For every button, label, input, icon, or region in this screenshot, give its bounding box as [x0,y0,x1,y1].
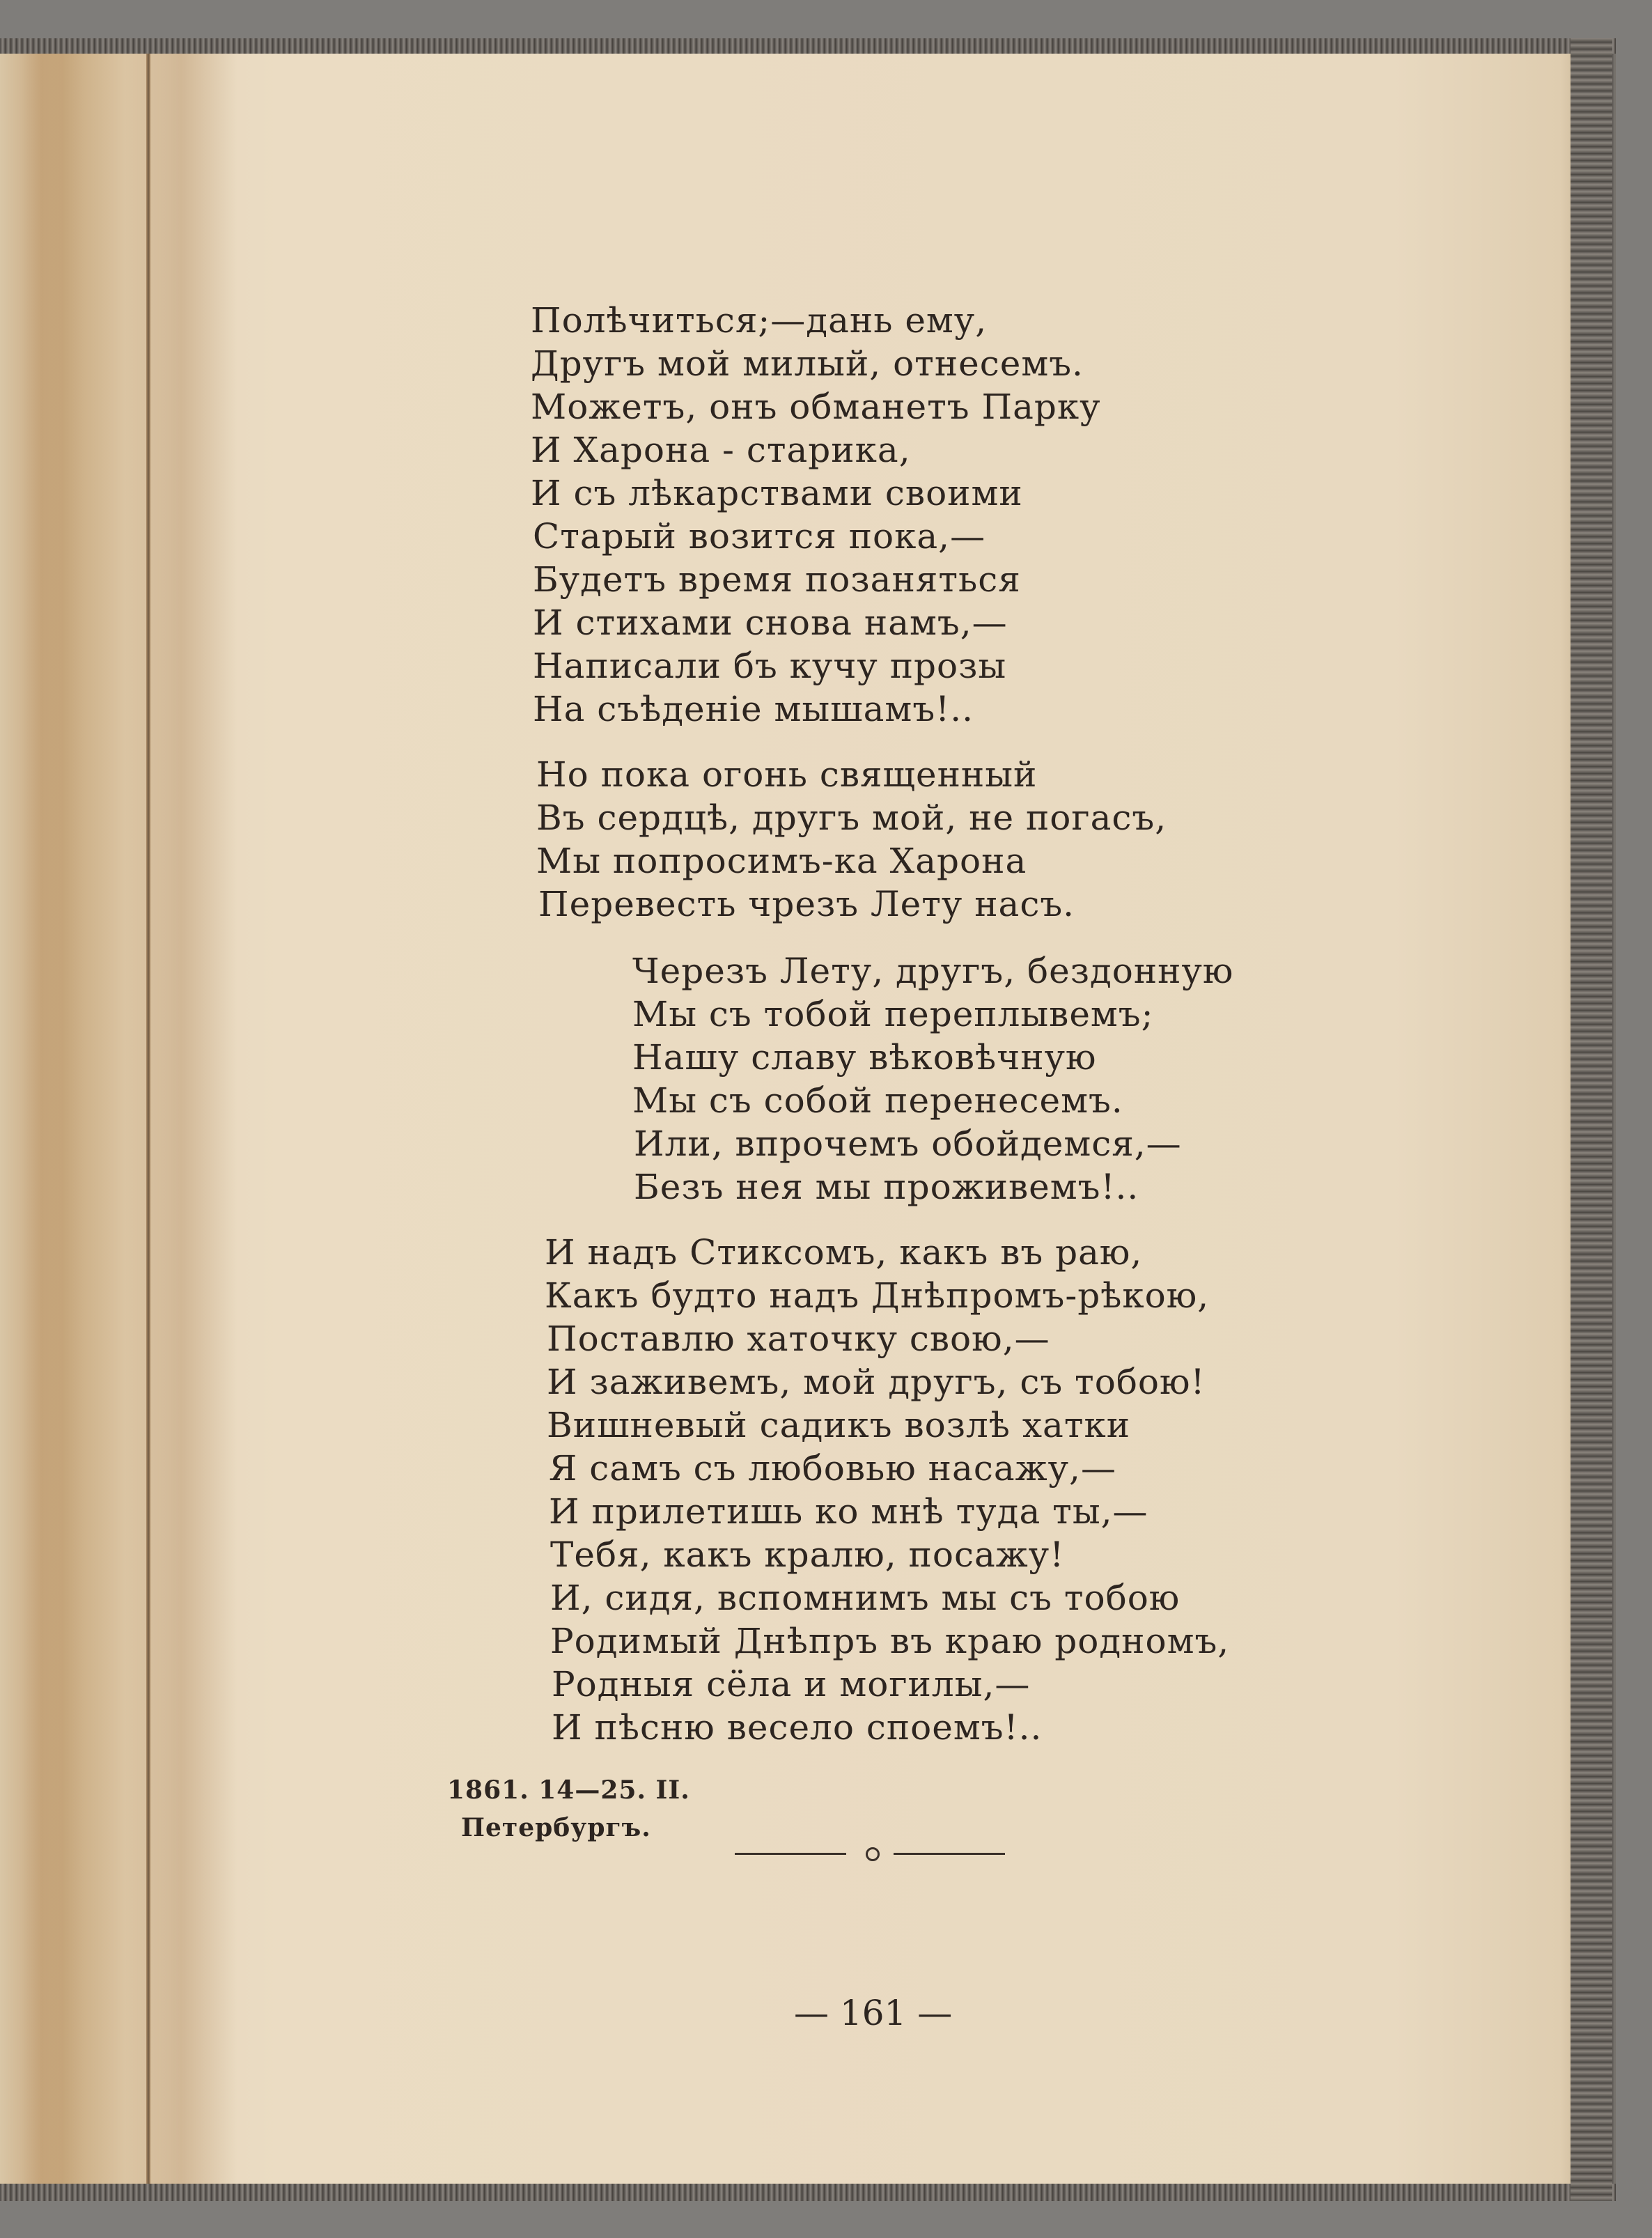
poem-line: На съѣденіе мышамъ!.. [533,689,974,729]
poem-date: 1861. 14—25. II. [447,1775,690,1805]
separator-rule-left [735,1853,846,1855]
poem-line: Нашу славу вѣковѣчную [632,1037,1097,1078]
poem-line: Я самъ съ любовью насажу,— [549,1448,1116,1489]
poem-line: Или, впрочемъ обойдемся,— [634,1124,1182,1164]
poem-line: И заживемъ, мой другъ, съ тобою! [547,1362,1206,1402]
poem-line: Какъ будто надъ Днѣпромъ-рѣкою, [545,1275,1210,1316]
poem-line: Вишневый садикъ возлѣ хатки [547,1405,1131,1445]
poem-line: Въ сердцѣ, другъ мой, не погасъ, [536,798,1167,838]
poem-line: Безъ нея мы проживемъ!.. [634,1167,1139,1207]
poem-line: Тебя, какъ кралю, посажу! [550,1534,1065,1575]
poem-line: Мы попросимъ-ка Харона [536,841,1027,881]
ornament-separator [735,1840,1013,1868]
poem-line: Можетъ, онъ обманетъ Парку [531,387,1101,427]
separator-rule-right [894,1853,1005,1855]
poem-line: И пѣсню весело споемъ!.. [552,1707,1043,1748]
poem-line: Старый возится пока,— [533,516,986,557]
poem-line: Другъ мой милый, отнесемъ. [531,343,1084,384]
poem-line: И прилетишь ко мнѣ туда ты,— [549,1491,1148,1532]
separator-circle-icon [866,1847,880,1861]
poem-line: И стихами снова намъ,— [533,603,1008,643]
poem-line: Будетъ время позаняться [533,559,1021,600]
poem-line: Мы съ собой перенесемъ. [632,1080,1123,1121]
poem-line: И, сидя, вспомнимъ мы съ тобою [550,1578,1180,1618]
poem-line: Поставлю хаточку свою,— [547,1319,1050,1359]
poem-line: Родныя сёла и могилы,— [552,1664,1031,1704]
poem-line: И Харона - старика, [531,430,911,470]
poem-line: И надъ Стиксомъ, какъ въ раю, [545,1232,1143,1273]
poem-line: Черезъ Лету, другъ, бездонную [632,951,1234,991]
poem-place: Петербургъ. [461,1813,651,1842]
poem-line: Мы съ тобой переплывемъ; [632,994,1154,1034]
page-number: — 161 — [794,1993,953,2033]
poem-line: Родимый Днѣпръ въ краю родномъ, [550,1621,1230,1661]
poem-line: Написали бъ кучу прозы [533,646,1007,686]
poem-line: Полѣчиться;—дань ему, [531,300,988,341]
poem-line: Но пока огонь священный [536,754,1038,795]
poem-line: И съ лѣкарствами своими [531,473,1023,513]
poem-line: Перевесть чрезъ Лету насъ. [538,884,1075,924]
